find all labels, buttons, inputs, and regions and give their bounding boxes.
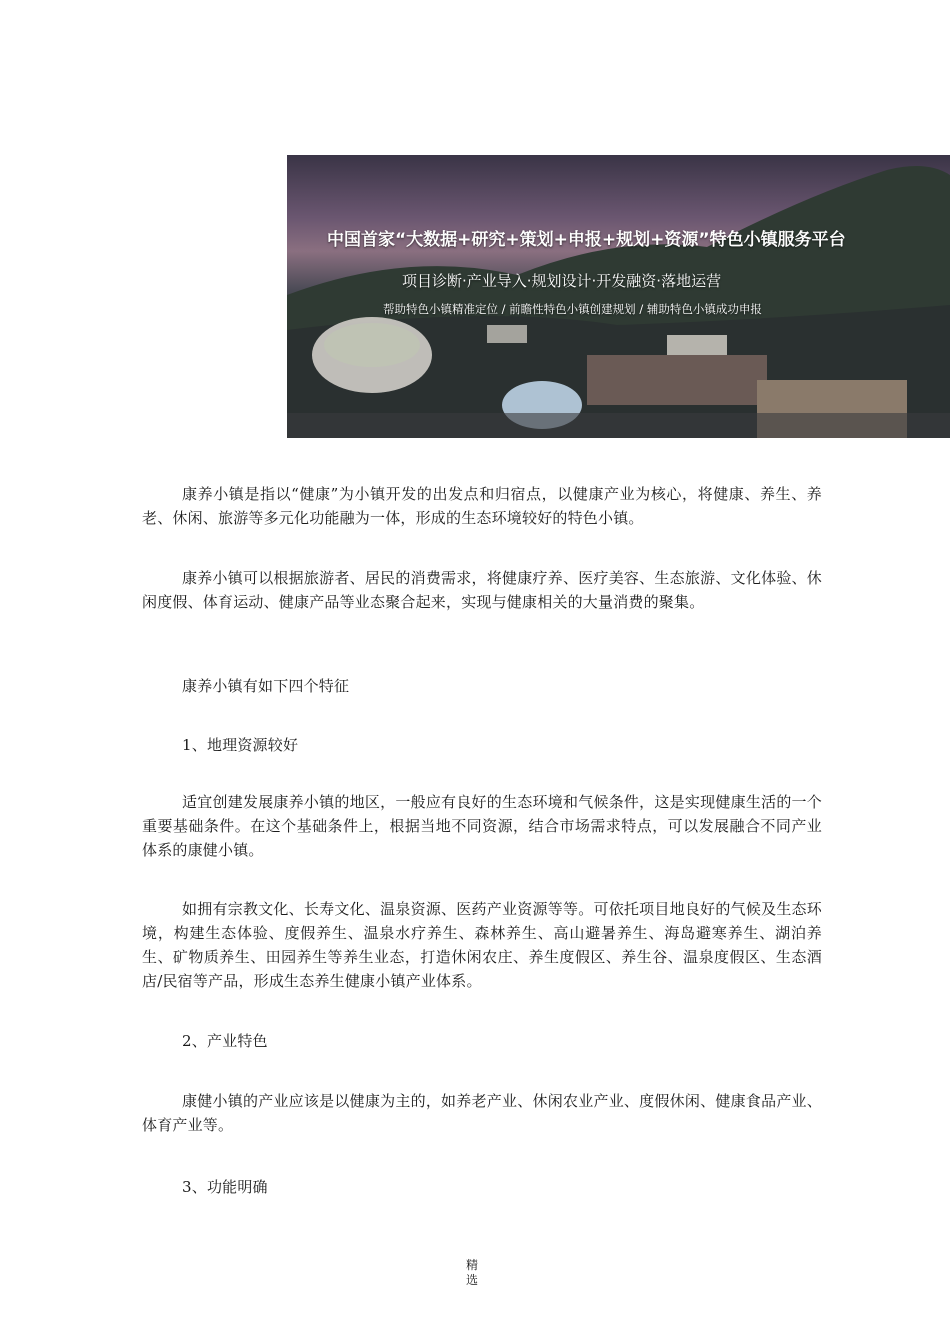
banner-tagline: 帮助特色小镇精准定位 / 前瞻性特色小镇创建规划 / 辅助特色小镇成功申报 [383,302,762,316]
paragraph-consumption: 康养小镇可以根据旅游者、居民的消费需求，将健康疗养、医疗美容、生态旅游、文化体验、休闲度假、体育运动、健康产品等业态聚合起来，实现与健康相关的大量消费的聚集。 [142,569,822,611]
paragraph-resources: 如拥有宗教文化、长寿文化、温泉资源、医药产业资源等等。可依托项目地良好的气候及生态环境，构建生态体验、度假养生、温泉水疗养生、森林养生、高山避暑养生、海岛避寒养生、湖泊养生、矿物质养生、田园养生等养生业态，打造休闲农庄、养生度假区、养生谷、温泉度假区、生态酒店/民宿等产品，形成生态养生健康小镇产业体系。 [142,900,822,990]
building-roof-shape [324,323,420,367]
section-heading-1: 1、地理资源较好 [182,736,299,754]
paragraph-industry: 康健小镇的产业应该是以健康为主的，如养老产业、休闲农业产业、度假休闲、健康食品产业、体育产业等。 [142,1092,822,1134]
ground-shape [287,413,950,438]
banner-image [287,155,950,438]
footer-label: 精选 [465,1258,478,1287]
section-heading-features: 康养小镇有如下四个特征 [182,677,350,695]
banner-title: 中国首家“大数据+研究+策划+申报+规划+资源”特色小镇服务平台 [327,230,846,250]
section-heading-2: 2、产业特色 [182,1032,268,1050]
section-heading-3: 3、功能明确 [182,1178,268,1196]
white-building-shape [487,325,527,343]
banner-subtitle: 项目诊断·产业导入·规划设计·开发融资·落地运营 [402,272,722,290]
banner-scene [287,155,950,438]
white-building-shape [667,335,727,355]
village-block-shape [587,355,767,405]
paragraph-intro: 康养小镇是指以“健康”为小镇开发的出发点和归宿点，以健康产业为核心，将健康、养生、养老、休闲、旅游等多元化功能融为一体，形成的生态环境较好的特色小镇。 [142,485,822,527]
paragraph-geography: 适宜创建发展康养小镇的地区，一般应有良好的生态环境和气候条件，这是实现健康生活的一个重要基础条件。在这个基础条件上，根据当地不同资源，结合市场需求特点，可以发展融合不同产业体系的康健小镇。 [142,793,822,859]
